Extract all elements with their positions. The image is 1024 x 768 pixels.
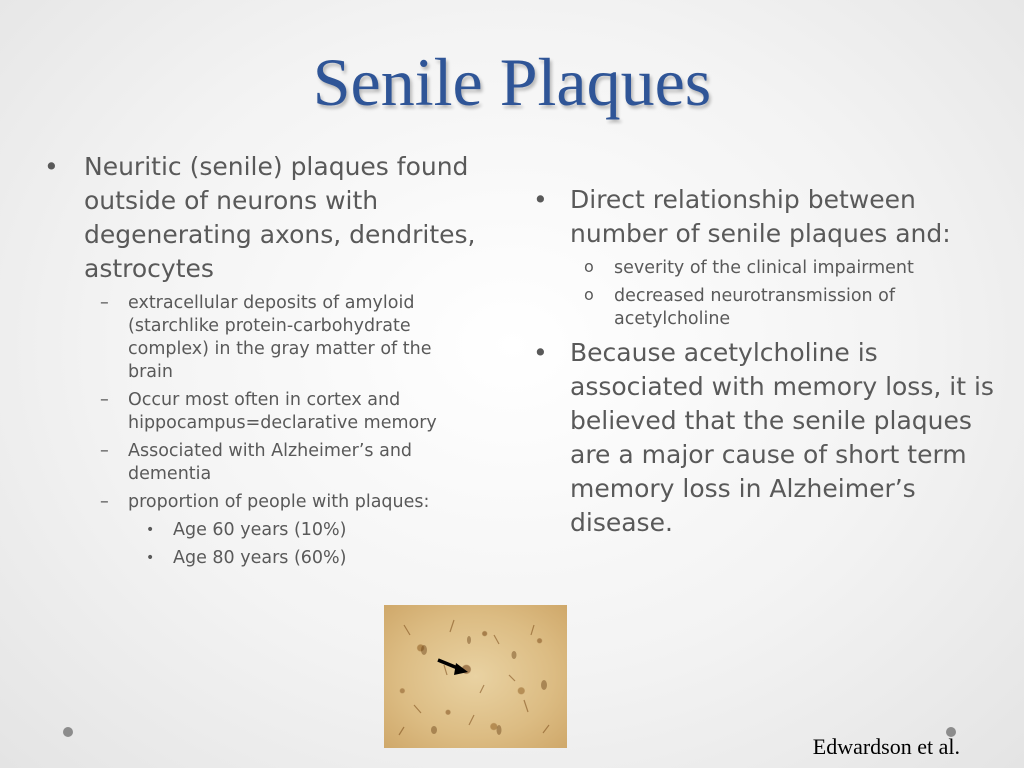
sub-bullet-proportion (40, 491, 480, 514)
sub-sub-bullet-age-80 (40, 547, 480, 570)
sub-bullet-extracellular (40, 292, 480, 384)
dash-marker: – (100, 293, 109, 313)
left-column (40, 150, 480, 575)
circle-marker: o (584, 285, 594, 304)
bullet-marker: • (146, 550, 155, 566)
slide-title: Senile Plaques (312, 44, 712, 120)
bullet-neuritic-plaques (40, 150, 480, 286)
decorative-dot-left (63, 727, 73, 737)
sub-bullet-severity (528, 257, 998, 280)
sub-sub-bullet-text: Age 80 years (60%) (173, 548, 347, 568)
sub-bullet-acetylcholine (528, 285, 998, 331)
micrograph-image (384, 605, 567, 748)
sub-bullet-text: extracellular deposits of amyloid (starchlike protein-carbohydrate complex) in the gray matter of the brain (128, 293, 432, 382)
bullet-marker: • (146, 522, 155, 538)
sub-sub-bullet-age-60 (40, 519, 480, 542)
right-column (528, 183, 998, 546)
bullet-text: Neuritic (senile) plaques found outside of neurons with degenerating axons, dendrites, astrocytes (84, 152, 476, 283)
sub-bullet-text: Occur most often in cortex and hippocampus=declarative memory (128, 390, 437, 433)
credit-text: Edwardson et al. (812, 734, 960, 759)
bullet-direct-relationship (528, 183, 998, 251)
micrograph-arrow (384, 605, 567, 748)
dash-marker: – (100, 390, 109, 410)
bullet-marker: • (533, 338, 548, 367)
sub-sub-bullet-text: Age 60 years (10%) (173, 520, 347, 540)
sub-bullet-text: severity of the clinical impairment (614, 258, 914, 278)
sub-bullet-text: proportion of people with plaques: (128, 492, 430, 512)
circle-marker: o (584, 257, 594, 276)
sub-bullet-cortex (40, 389, 480, 435)
dash-marker: – (100, 441, 109, 461)
bullet-text: Direct relationship between number of senile plaques and: (570, 185, 951, 248)
bullet-memory-loss (528, 336, 998, 540)
bullet-marker: • (44, 152, 59, 181)
dash-marker: – (100, 492, 109, 512)
sub-bullet-text: decreased neurotransmission of acetylcholine (614, 286, 896, 329)
sub-bullet-text: Associated with Alzheimer’s and dementia (128, 441, 413, 484)
sub-bullet-alzheimers (40, 440, 480, 486)
bullet-text: Because acetylcholine is associated with memory loss, it is believed that the senile plaques are a major cause of short term memory loss in Alzheimer’s disease. (570, 338, 994, 537)
bullet-marker: • (533, 185, 548, 214)
